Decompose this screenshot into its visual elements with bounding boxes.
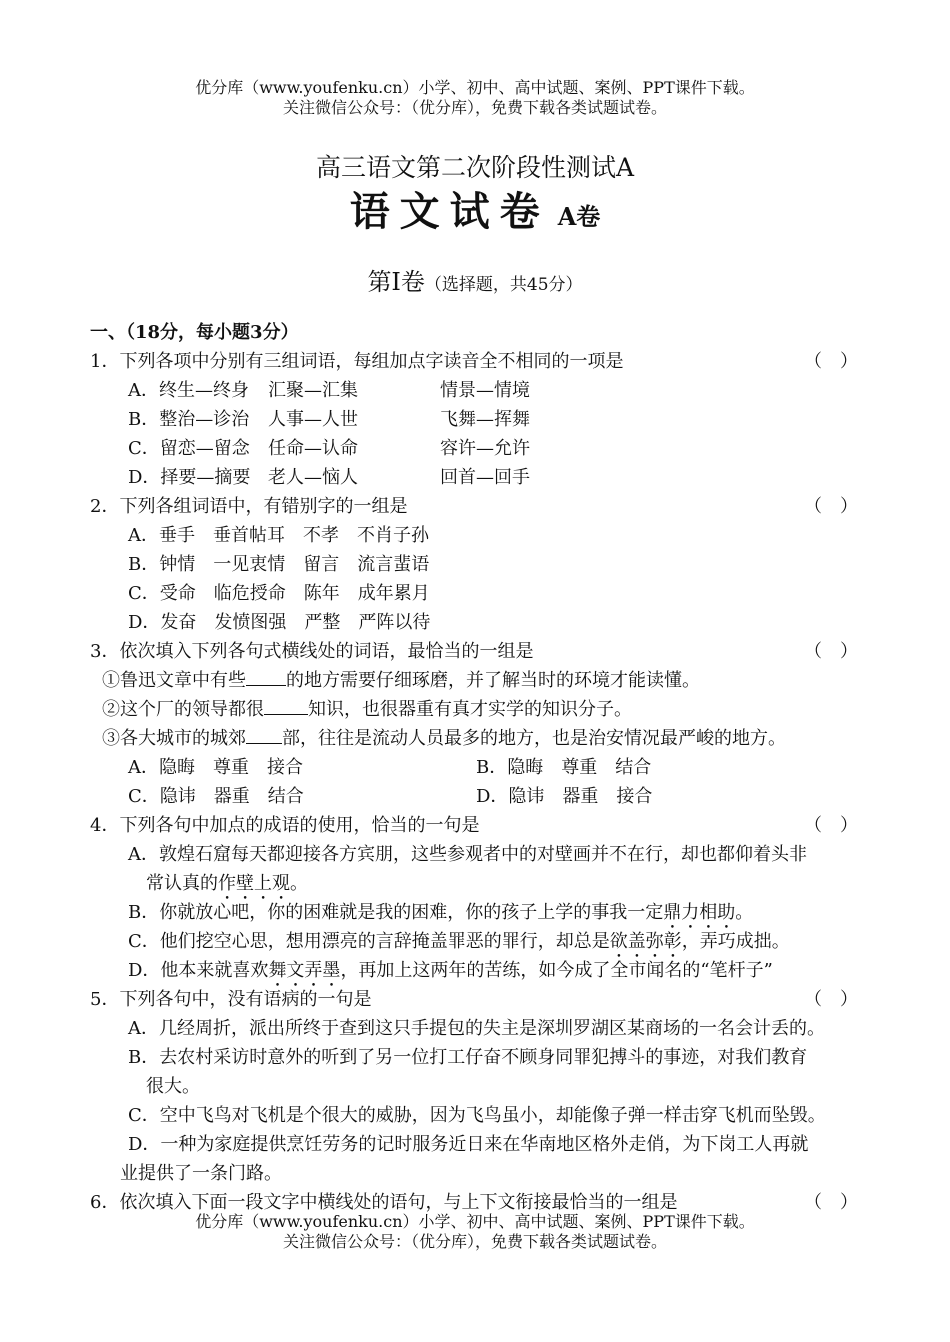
q1-d-2: 老人—恼人 [268, 467, 358, 488]
q2-option-c: C．受命 临危授命 陈年 成年累月 [128, 583, 430, 604]
q3-options-cd [90, 782, 880, 811]
q1-a-2: 汇聚—汇集 [268, 380, 358, 401]
dotted-idiom: 欲盖弥彰 [609, 931, 682, 952]
q5-option-b-line2: 很大。 [146, 1076, 200, 1097]
q1-c-1: C．留恋—留念 [128, 438, 250, 459]
header-line-1: 优分库（www.youfenku.cn）小学、初中、高中试题、案例、PPT课件下载。 [195, 78, 755, 97]
q5-option-c: C．空中飞鸟对飞机是个很大的威胁，因为飞鸟虽小，却能像子弹一样击穿飞机而坠毁。 [128, 1105, 826, 1126]
q3-s3-after: 部，往往是流动人员最多的地方，也是治安情况最严峻的地方。 [282, 728, 786, 749]
q5-option-d-line1: D．一种为家庭提供烹饪劳务的记时服务近日来在华南地区格外走俏，为下岗工人再就 [128, 1134, 809, 1155]
q4-option-b [90, 898, 880, 927]
section-heading: 一、（18分，每小题3分） [90, 322, 299, 343]
question-1-stem: 1．下列各项中分别有三组词语，每组加点字读音全不相同的一项是 [90, 351, 624, 372]
q3-options-ab [90, 753, 880, 782]
fill-blank [246, 667, 286, 686]
question-5-stem: 5．下列各句中，没有语病的一句是 [90, 989, 372, 1010]
question-2 [90, 492, 880, 521]
q4-a-text: 常认真的 [146, 873, 218, 894]
exam-content [90, 318, 880, 1217]
q2-option-d: D．发奋 发愤图强 严整 严阵以待 [128, 612, 431, 633]
q4-a-end: 。 [290, 873, 308, 894]
question-3-stem: 3．依次填入下列各句式横线处的词语，最恰当的一组是 [90, 641, 534, 662]
answer-paren: （ ） [804, 1192, 858, 1213]
answer-paren: （ ） [804, 989, 858, 1010]
q4-option-d [90, 956, 880, 985]
q5-option-d-line2: 业提供了一条门路。 [120, 1163, 282, 1184]
q1-option-c [90, 434, 880, 463]
q1-option-b [90, 405, 880, 434]
volume-title [0, 262, 950, 297]
question-3 [90, 637, 880, 666]
dotted-idiom: 鼎力相助 [663, 902, 736, 923]
q1-b-1: B．整治—诊治 [128, 409, 250, 430]
answer-paren: （ ） [804, 351, 858, 372]
q1-a-1: A．终生—终身 [128, 380, 249, 401]
paper-title-text: 语文试卷 [349, 188, 550, 235]
paper-title [0, 180, 950, 237]
q2-option-a: A．垂手 垂首帖耳 不孝 不肖子孙 [128, 525, 429, 546]
footer-line-2: 关注微信公众号：（优分库），免费下载各类试题试卷。 [282, 1232, 667, 1251]
q4-b-end: 。 [735, 902, 754, 923]
dotted-idiom: 舞文弄墨 [268, 960, 341, 981]
q3-sentence-3 [90, 724, 880, 753]
q1-c-2: 任命—认命 [268, 438, 358, 459]
answer-paren: （ ） [804, 496, 858, 517]
q4-c-text: C．他们挖空心思，想用漂亮的言辞掩盖罪恶的罪行，却总是 [128, 931, 610, 952]
volume-label: 第Ⅰ卷 [367, 268, 425, 296]
question-6-stem: 6．依次填入下面一段文字中横线处的语句，与上下文衔接最恰当的一组是 [90, 1192, 678, 1213]
q4-c-end: ，弄巧成拙。 [681, 931, 790, 952]
question-4 [90, 811, 880, 840]
footer-line-1: 优分库（www.youfenku.cn）小学、初中、高中试题、案例、PPT课件下载。 [195, 1212, 755, 1231]
q1-option-d [90, 463, 880, 492]
q1-b-3: 飞舞—挥舞 [440, 409, 530, 430]
q3-option-a: A．隐晦 尊重 接合 [128, 757, 303, 778]
dotted-idiom: 作壁上观 [218, 873, 290, 894]
q1-b-2: 人事—人世 [268, 409, 358, 430]
q1-d-3: 回首—回手 [440, 467, 530, 488]
q5-option-b-line1: B．去农村采访时意外的听到了另一位打工仔奋不顾身同罪犯搏斗的事迹，对我们教育 [128, 1047, 808, 1068]
q3-s1-before: ①鲁迅文章中有些 [102, 670, 246, 691]
q3-s2-before: ②这个厂的领导都很 [102, 699, 264, 720]
q1-a-3: 情景—情境 [440, 380, 530, 401]
q4-option-c [90, 927, 880, 956]
q3-option-c: C．隐讳 器重 结合 [128, 786, 304, 807]
volume-note: （选择题，共45分） [424, 275, 583, 295]
q3-option-d: D．隐讳 器重 接合 [476, 786, 653, 807]
header-line-2: 关注微信公众号：（优分库），免费下载各类试题试卷。 [282, 98, 667, 117]
answer-paren: （ ） [804, 641, 858, 662]
q1-c-3: 容许—允许 [440, 438, 530, 459]
question-4-stem: 4．下列各句中加点的成语的使用，恰当的一句是 [90, 815, 480, 836]
q3-s2-after: 知识，也很器重有真才实学的知识分子。 [308, 699, 632, 720]
paper-suffix: A卷 [557, 202, 601, 231]
q4-d-end: ，再加上这两年的苦练，如今成了全市闻名的“笔杆子” [340, 960, 773, 981]
question-5 [90, 985, 880, 1014]
q5-option-a: A．几经周折，派出所终于查到这只手提包的失主是深圳罗湖区某商场的一名会计丢的。 [128, 1018, 825, 1039]
q3-sentence-1 [90, 666, 880, 695]
question-2-stem: 2．下列各组词语中，有错别字的一组是 [90, 496, 408, 517]
fill-blank [246, 725, 282, 744]
q3-option-b: B．隐晦 尊重 结合 [476, 757, 652, 778]
q1-option-a [90, 376, 880, 405]
q3-sentence-2 [90, 695, 880, 724]
fill-blank [264, 696, 308, 715]
q4-option-a-line2 [90, 869, 880, 898]
q3-s1-after: 的地方需要仔细琢磨，并了解当时的环境才能读懂。 [286, 670, 700, 691]
answer-paren: （ ） [804, 815, 858, 836]
q4-b-text: B．你就放心吧，你的困难就是我的困难，你的孩子上学的事我一定 [128, 902, 664, 923]
q2-option-b: B．钟情 一见衷情 留言 流言蜚语 [128, 554, 430, 575]
q3-s3-before: ③各大城市的城郊 [102, 728, 246, 749]
question-1 [90, 347, 880, 376]
q4-d-text: D．他本来就喜欢 [128, 960, 269, 981]
q4-option-a-line1: A．敦煌石窟每天都迎接各方宾朋，这些参观者中的对壁画并不在行，却也都仰着头非 [128, 844, 807, 865]
test-name: 高三语文第二次阶段性测试A [315, 153, 635, 182]
q1-d-1: D．择要—摘要 [128, 467, 251, 488]
